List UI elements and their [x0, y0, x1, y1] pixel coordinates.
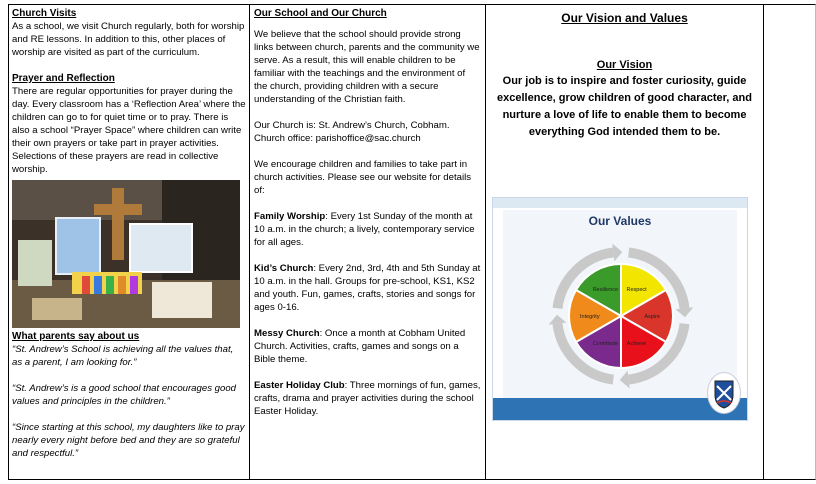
kids-church-item [254, 262, 481, 314]
parents-heading: What parents say about us [12, 331, 140, 342]
school-church-heading: Our School and Our Church [254, 8, 387, 19]
column-school-and-church [250, 5, 486, 479]
encourage-text: We encourage children and families to take part in church activities. Please see our website for details of: [254, 159, 472, 196]
prayer-heading: Prayer and Reflection [12, 73, 115, 84]
value-label-achieve: Achieve [626, 341, 647, 348]
values-ring-arrow [549, 315, 567, 325]
school-church-intro: We believe that the school should provide strong links between church, parents and the community we serve. As a result, this will enable children to be familiar with the teachings and the environment of the church, providing children with a secure understanding of the Christian faith. [254, 29, 480, 105]
parent-quote-3: “Since starting at this school, my daughters like to pray nearly every night before bed and they are so grateful and respectful.” [12, 422, 245, 459]
church-name-line: Our Church is: St. Andrew’s Church, Cobham. [254, 120, 450, 131]
table-overflow-column [764, 4, 816, 480]
kids-church-text: : Every 2nd, 3rd, 4th and 5th Sunday at 10 a.m. in the hall. Groups for pre-school, KS1, KS2 and youth. Fun, games, crafts, stories and songs for ages 0-16. [254, 263, 481, 313]
value-label-respect: Respect [626, 286, 647, 293]
easter-club-item [254, 379, 481, 418]
family-worship-text: : Every 1st Sunday of the month at 10 a.m. in the church; a lively, contemporary service for all ages. [254, 211, 475, 248]
values-ring-arrow [620, 371, 630, 389]
prayer-space-photo [12, 180, 240, 328]
value-label-aspire: Aspire [644, 314, 660, 320]
prayer-space-photo-illustration [12, 180, 240, 328]
values-ring-arrow [612, 244, 622, 262]
easter-club-text: : Three mornings of fun, games, crafts, drama and prayer activities during the school Easter Holiday. [254, 380, 481, 417]
crest-shield-icon [708, 373, 740, 413]
church-office-line: Church office: parishoffice@sac.church [254, 133, 421, 144]
vision-statement: Our job is to inspire and foster curiosity, guide excellence, grow children of good character, and nurture a love of life to enable them to become everything God intended them to be. [497, 75, 752, 138]
kids-church-label: Kid’s Church [254, 263, 314, 274]
family-worship-label: Family Worship [254, 211, 326, 222]
values-graphic [492, 197, 748, 421]
column-church-visits [9, 5, 250, 479]
parent-quote-1: “St. Andrew’s School is achieving all the values that, as a parent, I am looking for.” [12, 344, 234, 368]
church-visits-text: As a school, we visit Church regularly, both for worship and RE lessons. In addition to this, other places of worship are visited as part of the curriculum. [12, 21, 245, 58]
prayer-text: There are regular opportunities for prayer during the day. Every classroom has a ‘Reflection Area’ where the children can go to for quiet time or to pray. There is also a school “Prayer Space” where children can write their own prayers or take part in prayer activities. Selections of these prayers are read in collective worship. [12, 86, 246, 175]
parent-quote-2: “St. Andrew’s is a good school that encourages good values and principles in the children.” [12, 383, 236, 407]
family-worship-item [254, 210, 481, 249]
value-label-integrity: Integrity [580, 314, 600, 320]
easter-club-label: Easter Holiday Club [254, 380, 345, 391]
value-label-contribute: Contribute [592, 341, 619, 348]
vision-heading: Our Vision [596, 59, 653, 71]
school-crest-icon [707, 372, 741, 414]
values-ring-arrow [676, 307, 694, 317]
messy-church-text: : Once a month at Cobham United Church. Activities, crafts, games and songs on a Bible theme. [254, 328, 466, 365]
messy-church-label: Messy Church [254, 328, 320, 339]
messy-church-item [254, 327, 481, 366]
column-vision-values [486, 5, 763, 479]
values-title: Our Values [588, 214, 652, 228]
three-column-table [8, 4, 764, 480]
church-visits-heading: Church Visits [12, 8, 77, 19]
value-label-resilience: Resilience [592, 286, 619, 293]
vision-values-title: Our Vision and Values [561, 11, 688, 25]
leaflet-page [8, 4, 816, 482]
